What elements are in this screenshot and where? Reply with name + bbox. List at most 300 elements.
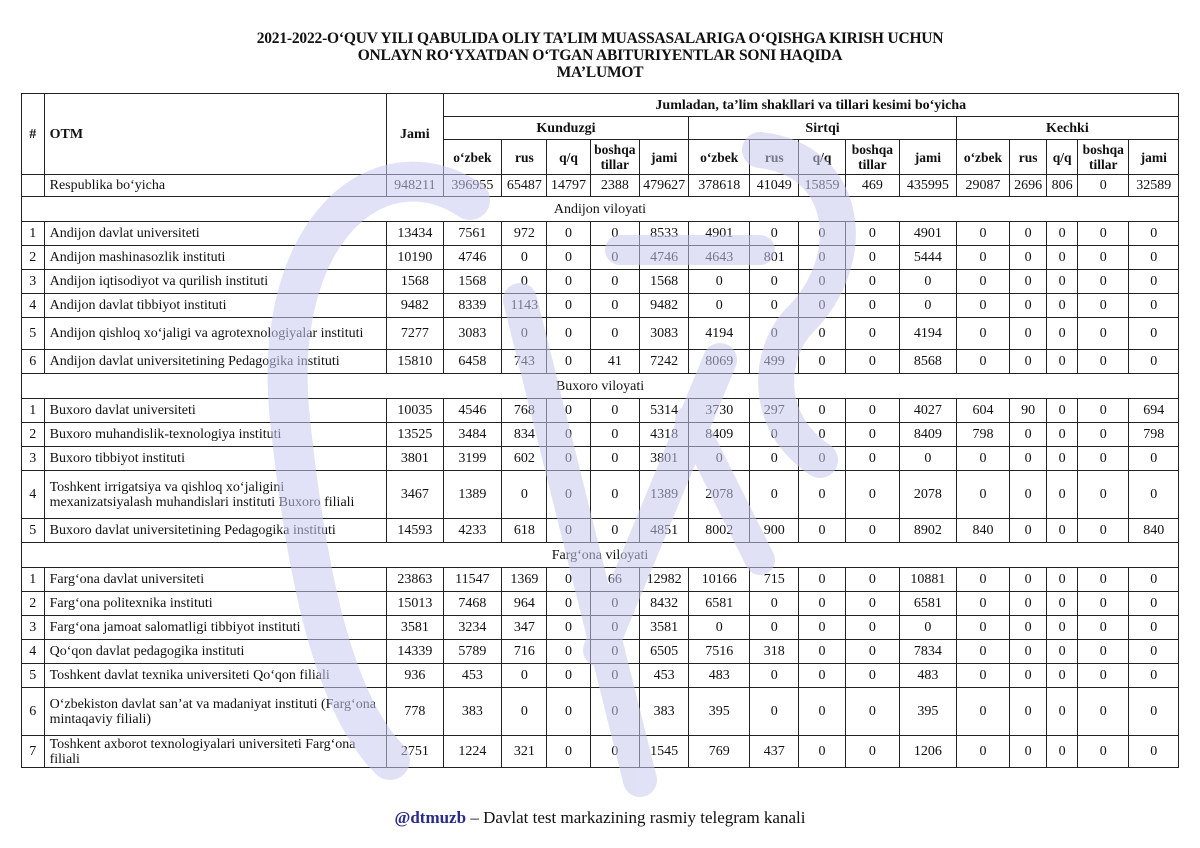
cell-value: 0 <box>956 471 1009 519</box>
institution-name: Buxoro tibbiyot instituti <box>44 447 386 471</box>
cell-value: 11547 <box>443 568 502 592</box>
header-kunduzgi-sub-0: o‘zbek <box>443 140 502 175</box>
table-body <box>22 175 1179 768</box>
header-sirtqi-sub-1: rus <box>750 140 799 175</box>
cell-value: 0 <box>1078 592 1129 616</box>
cell-value: 0 <box>1010 592 1047 616</box>
cell-value: 0 <box>590 519 639 543</box>
region-header-row <box>22 374 1179 399</box>
cell-value: 0 <box>547 246 590 270</box>
cell-value: 395 <box>689 688 750 736</box>
row-index: 5 <box>22 519 45 543</box>
republic-value: 806 <box>1047 175 1078 197</box>
table-row <box>22 616 1179 640</box>
cell-value: 0 <box>1047 664 1078 688</box>
cell-value: 0 <box>502 246 547 270</box>
cell-value: 0 <box>1129 471 1179 519</box>
cell-value: 0 <box>956 568 1009 592</box>
cell-value: 0 <box>1078 736 1129 768</box>
cell-value: 7834 <box>900 640 957 664</box>
row-index: 2 <box>22 592 45 616</box>
cell-value: 0 <box>750 471 799 519</box>
cell-value: 0 <box>1047 318 1078 350</box>
cell-value: 0 <box>1010 664 1047 688</box>
cell-value: 972 <box>502 222 547 246</box>
header-otm: OTM <box>44 94 386 175</box>
cell-value: 0 <box>956 688 1009 736</box>
republic-value: 29087 <box>956 175 1009 197</box>
cell-value: 0 <box>799 447 845 471</box>
cell-value: 0 <box>750 294 799 318</box>
cell-value: 0 <box>590 592 639 616</box>
table-row <box>22 592 1179 616</box>
cell-value: 0 <box>845 640 900 664</box>
cell-value: 0 <box>1010 447 1047 471</box>
cell-value: 0 <box>590 423 639 447</box>
cell-value: 1206 <box>900 736 957 768</box>
cell-value: 0 <box>547 568 590 592</box>
cell-value: 0 <box>1047 222 1078 246</box>
cell-value: 0 <box>799 270 845 294</box>
header-kechki-sub-3: boshqa tillar <box>1078 140 1129 175</box>
cell-value: 0 <box>799 616 845 640</box>
cell-value: 0 <box>956 294 1009 318</box>
cell-value: 347 <box>502 616 547 640</box>
institution-name: Toshkent axborot texnologiyalari universiteti Farg‘ona filiali <box>44 736 386 768</box>
cell-value: 0 <box>1129 688 1179 736</box>
cell-value: 0 <box>1129 246 1179 270</box>
cell-value: 8069 <box>689 350 750 374</box>
cell-value: 694 <box>1129 399 1179 423</box>
cell-value: 0 <box>1078 246 1129 270</box>
header-sirtqi-sub-3: boshqa tillar <box>845 140 900 175</box>
cell-value: 0 <box>590 471 639 519</box>
title-line-1: 2021-2022-O‘QUV YILI QABULIDA OLIY TA’LIM MUASSASALARIGA O‘QISHGA KIRISH UCHUN <box>256 30 944 47</box>
republic-value: 469 <box>845 175 900 197</box>
cell-value: 0 <box>689 294 750 318</box>
cell-value: 14339 <box>387 640 444 664</box>
cell-value: 0 <box>1047 736 1078 768</box>
institution-name: Buxoro davlat universiteti <box>44 399 386 423</box>
cell-value: 453 <box>443 664 502 688</box>
republic-value: 2696 <box>1010 175 1047 197</box>
cell-value: 6505 <box>640 640 689 664</box>
institution-name: Farg‘ona jamoat salomatligi tibbiyot instituti <box>44 616 386 640</box>
cell-value: 483 <box>900 664 957 688</box>
cell-value: 0 <box>799 519 845 543</box>
row-index: 2 <box>22 423 45 447</box>
republic-value: 32589 <box>1129 175 1179 197</box>
cell-value: 0 <box>547 350 590 374</box>
cell-value: 0 <box>590 616 639 640</box>
header-sirtqi-sub-4: jami <box>900 140 957 175</box>
cell-value: 0 <box>845 519 900 543</box>
cell-value: 0 <box>1047 471 1078 519</box>
cell-value: 0 <box>502 664 547 688</box>
cell-value: 0 <box>845 447 900 471</box>
table-header <box>22 94 1179 175</box>
cell-value: 4851 <box>640 519 689 543</box>
cell-value: 7516 <box>689 640 750 664</box>
republic-value: 0 <box>1078 175 1129 197</box>
cell-value: 834 <box>502 423 547 447</box>
cell-value: 4643 <box>689 246 750 270</box>
cell-value: 0 <box>547 318 590 350</box>
cell-value: 618 <box>502 519 547 543</box>
cell-value: 0 <box>1010 640 1047 664</box>
cell-value: 297 <box>750 399 799 423</box>
cell-value: 23863 <box>387 568 444 592</box>
header-kunduzgi-sub-4: jami <box>640 140 689 175</box>
cell-value: 3484 <box>443 423 502 447</box>
cell-value: 0 <box>1047 616 1078 640</box>
cell-value: 0 <box>845 399 900 423</box>
cell-value: 7468 <box>443 592 502 616</box>
cell-value: 0 <box>547 616 590 640</box>
cell-value: 0 <box>1010 294 1047 318</box>
cell-value: 8409 <box>689 423 750 447</box>
cell-value: 3199 <box>443 447 502 471</box>
header-sirtqi-sub-2: q/q <box>799 140 845 175</box>
header-kechki-sub-1: rus <box>1010 140 1047 175</box>
row-index: 4 <box>22 640 45 664</box>
cell-value: 3581 <box>387 616 444 640</box>
cell-value: 0 <box>900 270 957 294</box>
cell-value: 1143 <box>502 294 547 318</box>
cell-value: 453 <box>640 664 689 688</box>
cell-value: 10881 <box>900 568 957 592</box>
cell-value: 798 <box>956 423 1009 447</box>
cell-value: 0 <box>1129 664 1179 688</box>
cell-value: 395 <box>900 688 957 736</box>
cell-value: 0 <box>799 294 845 318</box>
cell-value: 964 <box>502 592 547 616</box>
cell-value: 2078 <box>689 471 750 519</box>
cell-value: 0 <box>956 222 1009 246</box>
row-index: 3 <box>22 270 45 294</box>
cell-value: 0 <box>956 447 1009 471</box>
cell-value: 0 <box>845 736 900 768</box>
table-row <box>22 318 1179 350</box>
cell-value: 3730 <box>689 399 750 423</box>
cell-value: 318 <box>750 640 799 664</box>
cell-value: 798 <box>1129 423 1179 447</box>
cell-value: 0 <box>590 664 639 688</box>
cell-value: 0 <box>956 664 1009 688</box>
cell-value: 0 <box>845 222 900 246</box>
cell-value: 0 <box>956 350 1009 374</box>
cell-value: 0 <box>502 318 547 350</box>
footer-text: – Davlat test markazining rasmiy telegram kanali <box>466 808 806 827</box>
cell-value: 0 <box>799 568 845 592</box>
cell-value: 483 <box>689 664 750 688</box>
institution-name: Farg‘ona politexnika instituti <box>44 592 386 616</box>
row-index: 1 <box>22 222 45 246</box>
institution-name: Toshkent davlat texnika universiteti Qo‘qon filiali <box>44 664 386 688</box>
cell-value: 4233 <box>443 519 502 543</box>
cell-value: 768 <box>502 399 547 423</box>
cell-value: 0 <box>1010 568 1047 592</box>
cell-value: 0 <box>845 318 900 350</box>
cell-value: 0 <box>1078 471 1129 519</box>
header-kechki-sub-0: o‘zbek <box>956 140 1009 175</box>
cell-value: 0 <box>799 664 845 688</box>
row-index: 3 <box>22 616 45 640</box>
cell-value: 900 <box>750 519 799 543</box>
cell-value: 6458 <box>443 350 502 374</box>
cell-value: 0 <box>590 222 639 246</box>
cell-value: 0 <box>1078 399 1129 423</box>
row-index: 1 <box>22 399 45 423</box>
cell-value: 0 <box>502 688 547 736</box>
cell-value: 0 <box>1078 318 1129 350</box>
republic-value: 948211 <box>387 175 444 197</box>
cell-value: 3581 <box>640 616 689 640</box>
cell-value: 0 <box>845 568 900 592</box>
institution-name: Farg‘ona davlat universiteti <box>44 568 386 592</box>
header-total: Jami <box>387 94 444 175</box>
cell-value: 1389 <box>640 471 689 519</box>
cell-value: 4027 <box>900 399 957 423</box>
cell-value: 0 <box>750 447 799 471</box>
header-index: # <box>22 94 45 175</box>
republic-value: 41049 <box>750 175 799 197</box>
cell-value: 715 <box>750 568 799 592</box>
cell-value: 0 <box>590 294 639 318</box>
cell-value: 0 <box>1078 616 1129 640</box>
cell-value: 499 <box>750 350 799 374</box>
table-row <box>22 447 1179 471</box>
cell-value: 0 <box>1010 222 1047 246</box>
cell-value: 321 <box>502 736 547 768</box>
cell-value: 66 <box>590 568 639 592</box>
cell-value: 0 <box>547 471 590 519</box>
cell-value: 716 <box>502 640 547 664</box>
table-row <box>22 519 1179 543</box>
cell-value: 0 <box>750 222 799 246</box>
cell-value: 5314 <box>640 399 689 423</box>
region-header-row <box>22 197 1179 222</box>
cell-value: 0 <box>1047 423 1078 447</box>
cell-value: 0 <box>799 688 845 736</box>
cell-value: 0 <box>799 246 845 270</box>
table-row <box>22 664 1179 688</box>
cell-value: 0 <box>547 423 590 447</box>
cell-value: 0 <box>750 423 799 447</box>
cell-value: 0 <box>1129 222 1179 246</box>
cell-value: 0 <box>845 270 900 294</box>
cell-value: 0 <box>590 447 639 471</box>
cell-value: 3801 <box>640 447 689 471</box>
cell-value: 0 <box>590 246 639 270</box>
cell-value: 0 <box>1129 350 1179 374</box>
cell-value: 0 <box>1047 399 1078 423</box>
cell-value: 0 <box>845 592 900 616</box>
region-name: Farg‘ona viloyati <box>22 543 1179 568</box>
cell-value: 5789 <box>443 640 502 664</box>
cell-value: 0 <box>956 640 1009 664</box>
cell-value: 0 <box>845 246 900 270</box>
cell-value: 0 <box>689 616 750 640</box>
cell-value: 1369 <box>502 568 547 592</box>
cell-value: 0 <box>590 688 639 736</box>
cell-value: 8409 <box>900 423 957 447</box>
table-row <box>22 222 1179 246</box>
cell-value: 0 <box>1078 688 1129 736</box>
cell-value: 3083 <box>640 318 689 350</box>
cell-value: 769 <box>689 736 750 768</box>
cell-value: 0 <box>590 640 639 664</box>
cell-value: 0 <box>1010 688 1047 736</box>
cell-value: 0 <box>1047 688 1078 736</box>
cell-value: 0 <box>799 399 845 423</box>
cell-value: 0 <box>1078 350 1129 374</box>
cell-value: 0 <box>900 616 957 640</box>
cell-value: 0 <box>1047 640 1078 664</box>
cell-value: 8902 <box>900 519 957 543</box>
cell-value: 0 <box>956 736 1009 768</box>
cell-value: 4318 <box>640 423 689 447</box>
cell-value: 0 <box>750 688 799 736</box>
cell-value: 0 <box>900 447 957 471</box>
cell-value: 0 <box>590 399 639 423</box>
table-row <box>22 246 1179 270</box>
cell-value: 0 <box>1078 519 1129 543</box>
cell-value: 0 <box>1078 568 1129 592</box>
republic-value: 2388 <box>590 175 639 197</box>
cell-value: 0 <box>1078 640 1129 664</box>
cell-value: 0 <box>799 423 845 447</box>
row-index: 1 <box>22 568 45 592</box>
cell-value: 1389 <box>443 471 502 519</box>
header-kechki-sub-4: jami <box>1129 140 1179 175</box>
cell-value: 0 <box>547 447 590 471</box>
republic-value: 14797 <box>547 175 590 197</box>
cell-value: 10035 <box>387 399 444 423</box>
cell-value: 0 <box>1129 592 1179 616</box>
cell-value: 0 <box>1078 664 1129 688</box>
row-index: 6 <box>22 350 45 374</box>
cell-value: 0 <box>1010 318 1047 350</box>
cell-value: 0 <box>547 270 590 294</box>
cell-value: 0 <box>547 222 590 246</box>
cell-value: 1568 <box>640 270 689 294</box>
cell-value: 0 <box>1010 423 1047 447</box>
header-form-kunduzgi: Kunduzgi <box>443 117 689 140</box>
cell-value: 4901 <box>900 222 957 246</box>
cell-value: 5444 <box>900 246 957 270</box>
cell-value: 383 <box>443 688 502 736</box>
cell-value: 0 <box>1047 270 1078 294</box>
cell-value: 0 <box>502 270 547 294</box>
cell-value: 0 <box>845 471 900 519</box>
cell-value: 0 <box>799 318 845 350</box>
cell-value: 2078 <box>900 471 957 519</box>
table-row <box>22 471 1179 519</box>
cell-value: 0 <box>1047 592 1078 616</box>
cell-value: 0 <box>750 592 799 616</box>
row-index: 5 <box>22 664 45 688</box>
cell-value: 9482 <box>640 294 689 318</box>
republic-value: 435995 <box>900 175 957 197</box>
table-row <box>22 688 1179 736</box>
table-row <box>22 640 1179 664</box>
cell-value: 0 <box>845 423 900 447</box>
footer-caption <box>0 808 1200 828</box>
row-index: 2 <box>22 246 45 270</box>
cell-value: 3467 <box>387 471 444 519</box>
cell-value: 0 <box>1129 294 1179 318</box>
cell-value: 0 <box>1129 640 1179 664</box>
cell-value: 4194 <box>689 318 750 350</box>
cell-value: 0 <box>590 270 639 294</box>
cell-value: 1224 <box>443 736 502 768</box>
cell-value: 4194 <box>900 318 957 350</box>
cell-value: 840 <box>1129 519 1179 543</box>
table-row <box>22 270 1179 294</box>
institution-name: Andijon davlat tibbiyot instituti <box>44 294 386 318</box>
title-line-2: ONLAYN RO‘YXATDAN O‘TGAN ABITURIYENTLAR SONI HAQIDA <box>357 47 843 64</box>
republic-value: 396955 <box>443 175 502 197</box>
cell-value: 840 <box>956 519 1009 543</box>
cell-value: 2751 <box>387 736 444 768</box>
cell-value: 0 <box>1129 736 1179 768</box>
republic-name: Respublika bo‘yicha <box>44 175 386 197</box>
institution-name: Buxoro davlat universitetining Pedagogika instituti <box>44 519 386 543</box>
cell-value: 0 <box>502 471 547 519</box>
title-line-3: MA’LUMOT <box>556 64 644 81</box>
institution-name: Buxoro muhandislik-texnologiya instituti <box>44 423 386 447</box>
row-index: 6 <box>22 688 45 736</box>
header-form-kechki: Kechki <box>956 117 1178 140</box>
cell-value: 0 <box>1047 519 1078 543</box>
header-kunduzgi-sub-1: rus <box>502 140 547 175</box>
cell-value: 15810 <box>387 350 444 374</box>
cell-value: 0 <box>799 350 845 374</box>
institution-name: Andijon davlat universiteti <box>44 222 386 246</box>
document-title <box>0 30 1200 81</box>
cell-value: 0 <box>845 664 900 688</box>
cell-value: 3083 <box>443 318 502 350</box>
republic-value: 378618 <box>689 175 750 197</box>
cell-value: 743 <box>502 350 547 374</box>
cell-value: 0 <box>590 736 639 768</box>
cell-value: 604 <box>956 399 1009 423</box>
telegram-handle-link[interactable]: @dtmuzb <box>394 808 467 827</box>
cell-value: 0 <box>547 736 590 768</box>
header-group: Jumladan, ta’lim shakllari va tillari kesimi bo‘yicha <box>443 94 1178 117</box>
cell-value: 0 <box>1010 736 1047 768</box>
cell-value: 602 <box>502 447 547 471</box>
cell-value: 0 <box>689 270 750 294</box>
cell-value: 0 <box>1129 568 1179 592</box>
cell-value: 0 <box>845 294 900 318</box>
table-row <box>22 399 1179 423</box>
header-kunduzgi-sub-3: boshqa tillar <box>590 140 639 175</box>
institution-name: O‘zbekiston davlat san’at va madaniyat instituti (Farg‘ona mintaqaviy filiali) <box>44 688 386 736</box>
cell-value: 0 <box>1078 423 1129 447</box>
cell-value: 4746 <box>443 246 502 270</box>
cell-value: 0 <box>750 270 799 294</box>
cell-value: 4901 <box>689 222 750 246</box>
republic-total-row <box>22 175 1179 197</box>
cell-value: 8533 <box>640 222 689 246</box>
cell-value: 14593 <box>387 519 444 543</box>
republic-index <box>22 175 45 197</box>
cell-value: 0 <box>1078 294 1129 318</box>
cell-value: 0 <box>799 471 845 519</box>
header-kunduzgi-sub-2: q/q <box>547 140 590 175</box>
